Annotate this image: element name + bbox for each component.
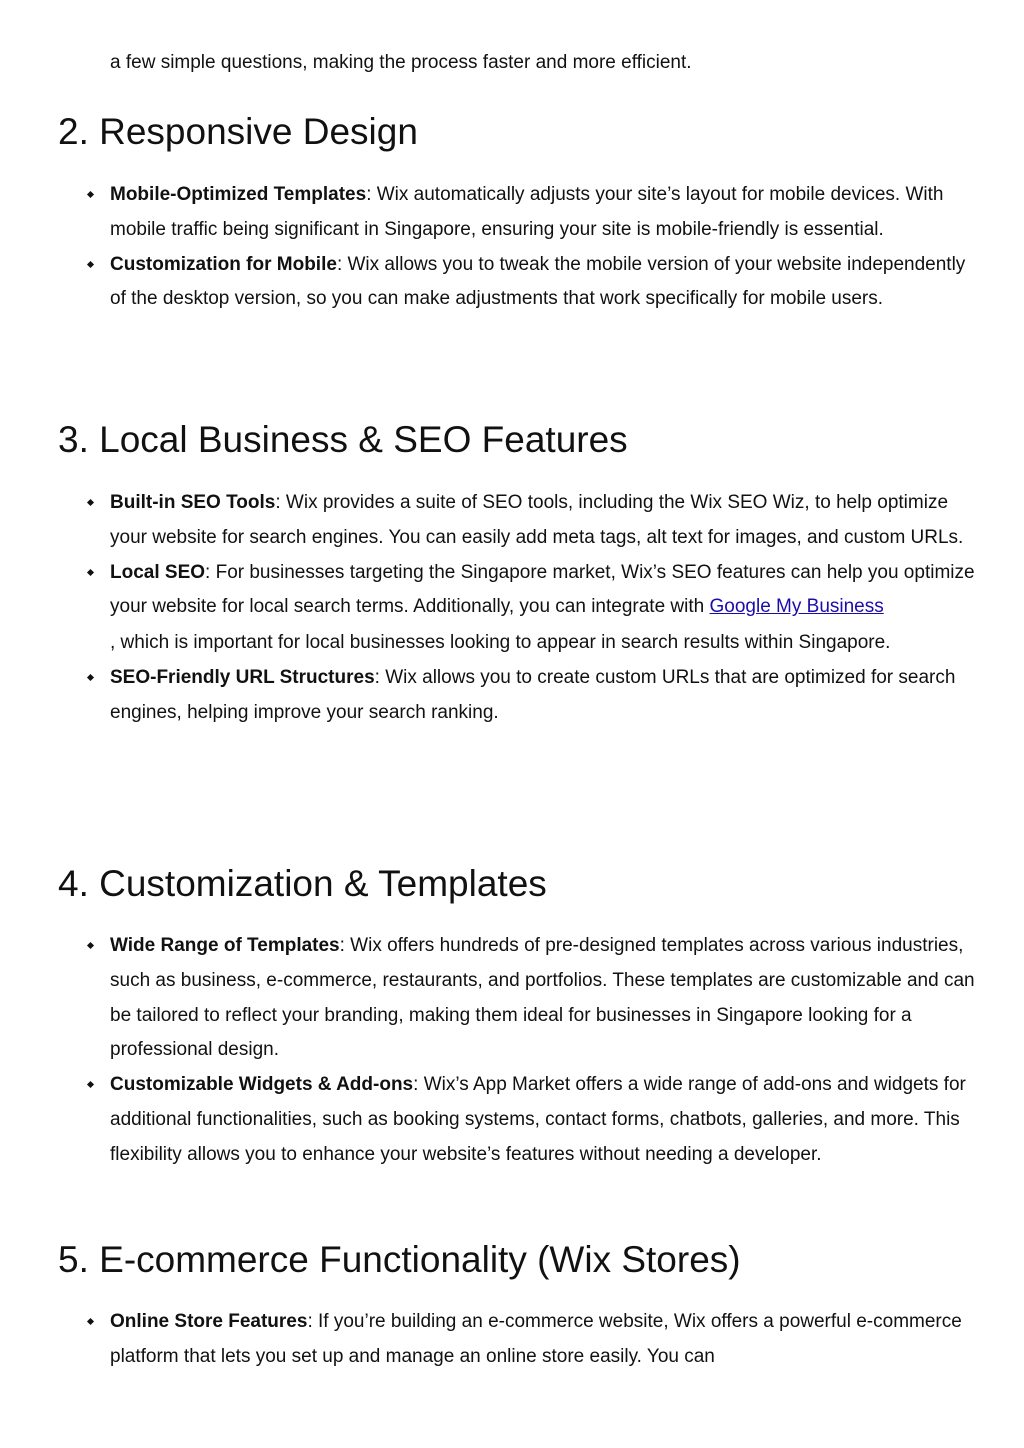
item-term: Customizable Widgets & Add-ons — [110, 1074, 414, 1096]
list-item — [58, 486, 984, 556]
item-text: : Wix’s App Market offers a wide range of add-ons and widgets for additional functionalities, such as booking systems, contact forms, chatbots, galleries, and more. This flexibility allows you to enhance your website’s features without needing a developer. — [110, 1074, 966, 1165]
diamond-bullet-icon — [87, 556, 95, 591]
item-term: Wide Range of Templates — [110, 935, 340, 956]
item-text: : Wix provides a suite of SEO tools, including the Wix SEO Wiz, to help optimize your website for search engines. You can easily add meta tags, alt text for images, and custom URLs. — [110, 492, 964, 548]
diamond-bullet-icon — [87, 1068, 95, 1103]
diamond-bullet-icon — [87, 661, 95, 696]
section-heading: 2. Responsive Design — [58, 111, 418, 152]
section-ecommerce-functionality — [58, 1238, 984, 1375]
section-responsive-design — [58, 110, 984, 317]
bullet-list — [58, 486, 984, 731]
item-text: : Wix allows you to create custom URLs that are optimized for search engines, helping improve your search ranking. — [110, 666, 956, 723]
bullet-list — [58, 178, 984, 317]
section-local-business-seo — [58, 418, 984, 731]
list-item — [58, 248, 984, 318]
item-term: Online Store Features — [110, 1311, 308, 1332]
section-heading: 4. Customization & Templates — [58, 863, 547, 904]
item-text: : Wix allows you to tweak the mobile version of your website independently of the desktop version, so you can make adjustments that work specifically for mobile users. — [110, 253, 966, 310]
section-heading: 5. E-commerce Functionality (Wix Stores) — [58, 1239, 741, 1280]
google-my-business-link[interactable]: Google My Business — [709, 596, 884, 618]
item-text: : If you’re building an e-commerce website, Wix offers a powerful e-commerce platform that lets you set up and manage an online store easily. You can — [110, 1311, 962, 1367]
section-customization-templates — [58, 862, 984, 1173]
list-item — [58, 661, 984, 731]
item-term: SEO-Friendly URL Structures — [110, 666, 375, 688]
section-heading: 3. Local Business & SEO Features — [58, 419, 628, 460]
list-item — [58, 929, 984, 1068]
item-text-continued: , which is important for local businesses looking to appear in search results within Singapore. — [110, 632, 891, 654]
diamond-bullet-icon — [87, 929, 95, 964]
bullet-list — [58, 1305, 984, 1375]
diamond-bullet-icon — [87, 248, 95, 283]
bullet-list — [58, 929, 984, 1173]
list-item — [58, 178, 984, 248]
item-term: Built-in SEO Tools — [110, 492, 276, 513]
list-item — [58, 1305, 984, 1375]
list-item — [58, 556, 984, 661]
item-term: Mobile-Optimized Templates — [110, 184, 367, 205]
item-term: Customization for Mobile — [110, 253, 337, 275]
item-term: Local SEO — [110, 561, 206, 583]
item-text: : Wix automatically adjusts your site’s layout for mobile devices. With mobile traffic being significant in Singapore, ensuring your site is mobile-friendly is essential. — [110, 184, 944, 240]
item-text: : For businesses targeting the Singapore market, Wix’s SEO features can help you optimize your website for local search terms. Additionally, you can integrate with — [110, 561, 975, 618]
diamond-bullet-icon — [87, 486, 95, 521]
list-item — [58, 1068, 984, 1172]
diamond-bullet-icon — [87, 178, 95, 213]
intro-paragraph: a few simple questions, making the process faster and more efficient. — [110, 52, 692, 73]
diamond-bullet-icon — [87, 1305, 95, 1340]
item-text: : Wix offers hundreds of pre-designed templates across various industries, such as business, e-commerce, restaurants, and portfolios. These templates are customizable and can be tailored to reflect your branding, making them ideal for businesses in Singapore looking for a professional design. — [110, 935, 975, 1061]
